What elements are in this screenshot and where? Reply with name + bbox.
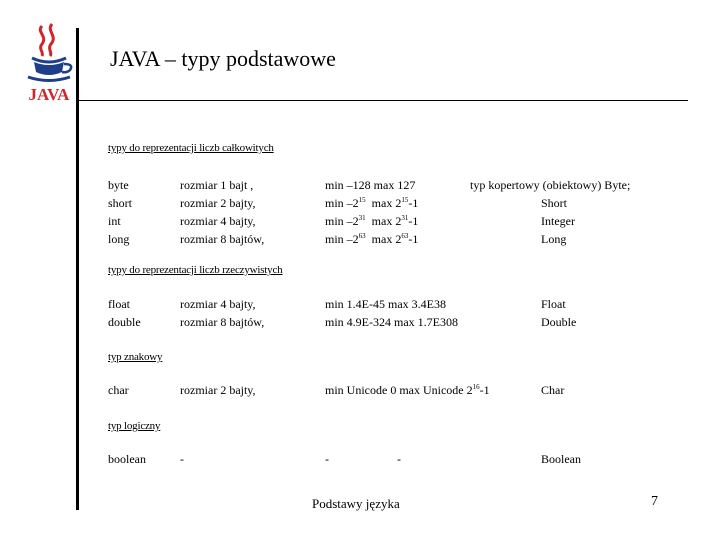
type-byte: byte (108, 178, 129, 192)
size-float: rozmiar 4 bajty, (180, 297, 256, 311)
type-short: short (108, 196, 132, 210)
java-logo-text: JAVA (28, 85, 70, 104)
title-underline (78, 100, 688, 101)
size-int: rozmiar 4 bajty, (180, 214, 256, 228)
size-char: rozmiar 2 bajty, (180, 383, 256, 397)
real-sizes-column (180, 295, 264, 331)
real-wrappers-column (541, 295, 576, 331)
bool-section-heading: typ logiczny (108, 420, 161, 432)
range-double: min 4.9E-324 max 1.7E308 (325, 315, 458, 329)
range-char: min Unicode 0 max Unicode $2^{16}-1$ (325, 383, 490, 397)
size-long: rozmiar 8 bajtów, (180, 232, 265, 246)
integer-sizes-column (180, 176, 264, 248)
range-byte: min –128 max 127 (325, 178, 416, 192)
type-int: int (108, 214, 121, 228)
wrapper-double: Double (541, 315, 577, 329)
real-section-heading: typy do reprezentacji liczb rzeczywistych (108, 264, 283, 276)
min-boolean: - (325, 452, 329, 466)
integer-wrappers-column (541, 194, 575, 248)
wrapper-short: Short (541, 196, 568, 210)
type-char: char (108, 383, 129, 397)
max-boolean: - (397, 452, 401, 466)
slide-title: JAVA – typy podstawowe (110, 46, 336, 71)
real-types-column (108, 295, 141, 331)
size-boolean: - (180, 452, 184, 466)
wrapper-integer: Integer (541, 214, 575, 228)
type-boolean: boolean (108, 452, 146, 466)
real-ranges-column (325, 295, 458, 331)
range-float: min 1.4E-45 max 3.4E38 (325, 297, 446, 311)
type-long: long (108, 232, 130, 246)
java-coffee-cup-icon (22, 22, 76, 104)
wrapper-float: Float (541, 297, 566, 311)
range-long: $\min -2^{63}$ $\max 2^{63}-1$ (325, 232, 419, 246)
java-logo (22, 22, 76, 104)
type-float: float (108, 297, 130, 311)
wrapper-header: typ kopertowy (obiektowy) Byte; (470, 178, 631, 192)
type-double: double (108, 315, 141, 329)
integer-types-column (108, 176, 132, 248)
page-number: 7 (651, 494, 658, 509)
wrapper-char: Char (541, 383, 565, 397)
integer-section-heading: typy do reprezentacji liczb całkowitych (108, 142, 274, 154)
wrapper-long: Long (541, 232, 567, 246)
wrapper-boolean: Boolean (541, 452, 581, 466)
char-section-heading: typ znakowy (108, 351, 163, 363)
range-short: $\min -2^{15}$ $\max 2^{15}-1$ (325, 196, 419, 210)
size-byte: rozmiar 1 bajt , (180, 178, 254, 192)
integer-ranges-column (325, 176, 418, 248)
footer-text: Podstawy języka (312, 496, 400, 511)
range-int: $\min -2^{31}$ $\max 2^{31}-1$ (325, 214, 419, 228)
size-short: rozmiar 2 bajty, (180, 196, 256, 210)
size-double: rozmiar 8 bajtów, (180, 315, 265, 329)
